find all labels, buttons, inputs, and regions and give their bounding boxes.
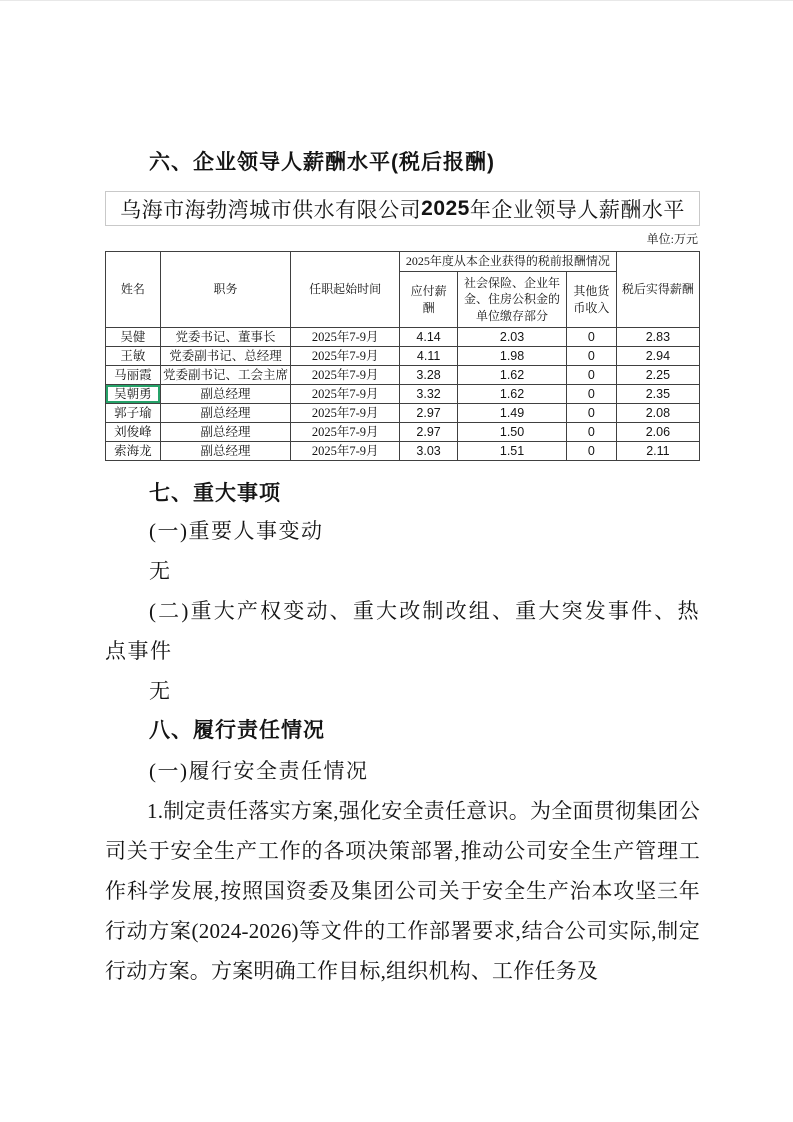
cell-other: 0 <box>566 366 616 385</box>
col-header-payable: 应付薪酬 <box>400 272 458 328</box>
col-header-start-time: 任职起始时间 <box>291 252 400 328</box>
cell-position: 党委书记、董事长 <box>160 328 291 347</box>
salary-table <box>105 251 700 461</box>
cell-payable: 4.11 <box>400 347 458 366</box>
cell-name: 马丽霞 <box>106 366 161 385</box>
salary-table-title-suffix: 年企业领导人薪酬水平 <box>469 197 685 222</box>
cell-insurance: 1.51 <box>458 442 567 461</box>
table-row <box>106 366 700 385</box>
cell-payable: 3.28 <box>400 366 458 385</box>
cell-position: 副总经理 <box>160 404 291 423</box>
cell-insurance: 1.50 <box>458 423 567 442</box>
salary-table-block <box>105 191 700 461</box>
cell-name-selected: 吴朝勇 <box>106 385 161 404</box>
col-header-pretax-group: 2025年度从本企业获得的税前报酬情况 <box>400 252 617 272</box>
cell-position: 副总经理 <box>160 442 291 461</box>
cell-name: 刘俊峰 <box>106 423 161 442</box>
col-header-position: 职务 <box>160 252 291 328</box>
cell-start: 2025年7-9月 <box>291 442 400 461</box>
cell-name: 吴健 <box>106 328 161 347</box>
table-row <box>106 347 700 366</box>
salary-table-title-prefix: 乌海市海勃湾城市供水有限公司 <box>120 197 422 222</box>
cell-name: 索海龙 <box>106 442 161 461</box>
cell-other: 0 <box>566 328 616 347</box>
cell-position: 副总经理 <box>160 423 291 442</box>
cell-start: 2025年7-9月 <box>291 366 400 385</box>
cell-insurance: 1.98 <box>458 347 567 366</box>
cell-after-tax: 2.83 <box>616 328 699 347</box>
col-header-other-income: 其他货币收入 <box>566 272 616 328</box>
cell-insurance: 1.62 <box>458 366 567 385</box>
cell-after-tax: 2.08 <box>616 404 699 423</box>
cell-other: 0 <box>566 347 616 366</box>
cell-start: 2025年7-9月 <box>291 423 400 442</box>
unit-note: 单位:万元 <box>646 232 698 246</box>
col-header-after-tax: 税后实得薪酬 <box>616 252 699 328</box>
cell-after-tax: 2.94 <box>616 347 699 366</box>
col-header-name: 姓名 <box>106 252 161 328</box>
cell-start: 2025年7-9月 <box>291 347 400 366</box>
cell-after-tax: 2.06 <box>616 423 699 442</box>
table-header-row-1 <box>106 252 700 272</box>
section7-heading: 七、重大事项 <box>149 482 281 505</box>
section8-heading: 八、履行责任情况 <box>149 719 325 742</box>
cell-payable: 3.32 <box>400 385 458 404</box>
cell-after-tax: 2.11 <box>616 442 699 461</box>
cell-insurance: 1.49 <box>458 404 567 423</box>
cell-payable: 3.03 <box>400 442 458 461</box>
cell-insurance: 2.03 <box>458 328 567 347</box>
cell-after-tax: 2.25 <box>616 366 699 385</box>
cell-payable: 2.97 <box>400 404 458 423</box>
cell-name: 王敏 <box>106 347 161 366</box>
cell-other: 0 <box>566 423 616 442</box>
cell-position: 党委副书记、工会主席 <box>160 366 291 385</box>
cell-name: 郭子瑜 <box>106 404 161 423</box>
table-row <box>106 404 700 423</box>
section7-sub1-content: 无 <box>149 559 171 583</box>
cell-payable: 4.14 <box>400 328 458 347</box>
section6-heading: 六、企业领导人薪酬水平(税后报酬) <box>149 151 495 174</box>
cell-position: 党委副书记、总经理 <box>160 347 291 366</box>
cell-start: 2025年7-9月 <box>291 404 400 423</box>
col-header-insurance: 社会保险、企业年金、住房公积金的单位缴存部分 <box>458 272 567 328</box>
table-row <box>106 328 700 347</box>
table-row <box>106 442 700 461</box>
cell-position: 副总经理 <box>160 385 291 404</box>
cell-payable: 2.97 <box>400 423 458 442</box>
section7-sub1-heading: (一)重要人事变动 <box>149 519 324 543</box>
section8-paragraph: 1.制定责任落实方案,强化安全责任意识。为全面贯彻集团公司关于安全生产工作的各项决策部署,推动公司安全生产管理工作科学发展,按照国资委及集团公司关于安全生产治本攻坚三年行动方案(2024-2026)等文件的工作部署要求,结合公司实际,制定行动方案。方案明确工作目标,组织机构、工作任务及 <box>105 799 700 983</box>
section7-sub2-content: 无 <box>149 679 171 703</box>
cell-after-tax: 2.35 <box>616 385 699 404</box>
cell-start: 2025年7-9月 <box>291 328 400 347</box>
section8-sub1-heading: (一)履行安全责任情况 <box>149 759 369 783</box>
cell-other: 0 <box>566 404 616 423</box>
table-row-selected <box>106 385 700 404</box>
cell-insurance: 1.62 <box>458 385 567 404</box>
table-row <box>106 423 700 442</box>
salary-table-title <box>105 191 700 226</box>
section7-sub2-heading: (二)重大产权变动、重大改制改组、重大突发事件、热点事件 <box>105 599 700 663</box>
cell-other: 0 <box>566 442 616 461</box>
cell-other: 0 <box>566 385 616 404</box>
salary-table-title-year: 2025 <box>421 196 470 220</box>
cell-start: 2025年7-9月 <box>291 385 400 404</box>
